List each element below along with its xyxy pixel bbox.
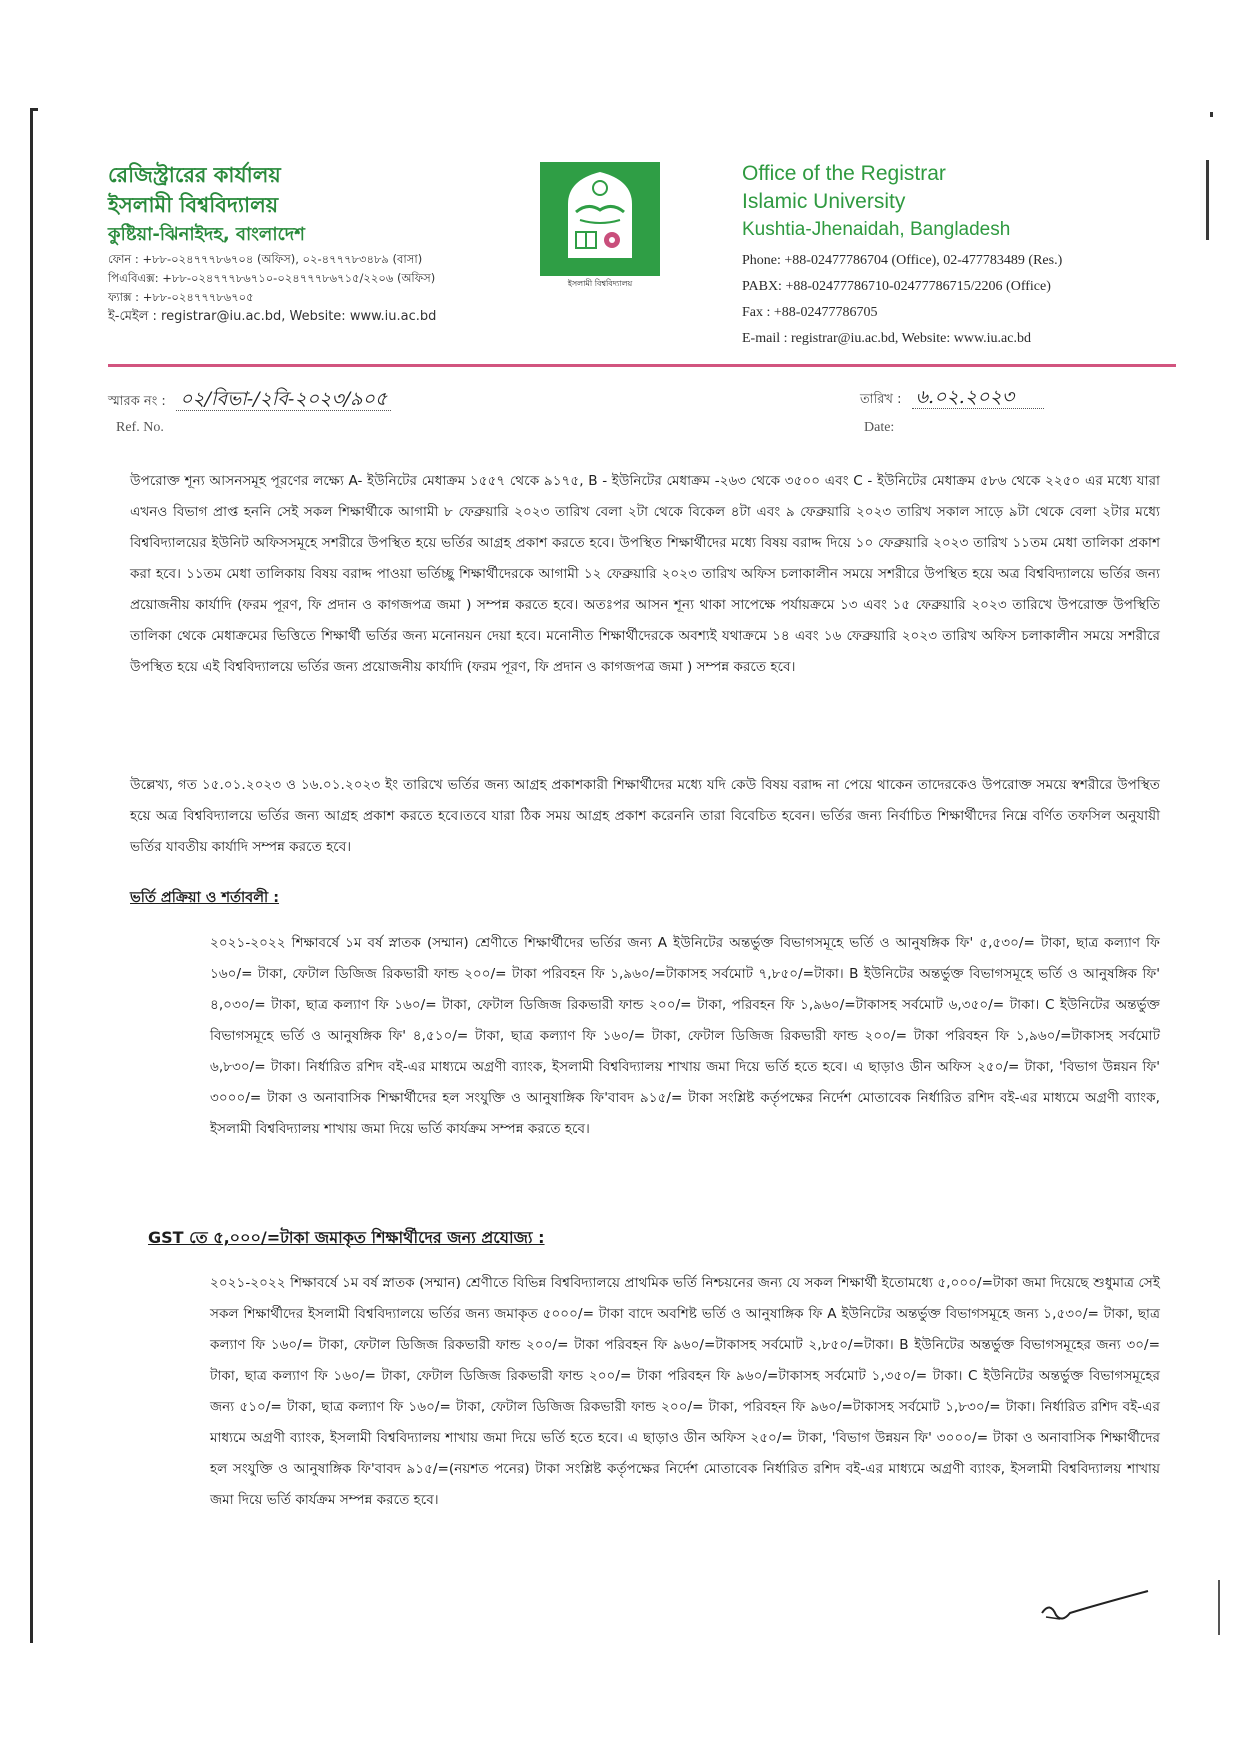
fax-bn: ফ্যাক্স : +৮৮-০২৪৭৭৭৮৬৭০৫: [108, 290, 254, 304]
letterhead-english: [742, 160, 1162, 352]
section-heading-admission: ভর্তি প্রক্রিয়া ও শর্তাবলী :: [130, 890, 280, 906]
location-bn: কুষ্টিয়া-ঝিনাইদহ, বাংলাদেশ: [108, 224, 305, 245]
letterhead-bengali: [108, 160, 528, 326]
university-name-bn: ইসলামী বিশ্ববিদ্যালয়: [108, 193, 279, 217]
date-label-bn: তারিখ :: [860, 392, 902, 407]
location-en: Kushtia-Jhenaidah, Bangladesh: [742, 219, 1011, 240]
notice-paragraph-2: উল্লেখ্য, গত ১৫.০১.২০২৩ ও ১৬.০১.২০২৩ ইং তারিখে ভর্তির জন্য আগ্রহ প্রকাশকারী শিক্ষার্থীদের মধ্যে যদি কেউ বিষয় বরাদ্দ না পেয়ে থাকেন তাদেরকেও উপরোক্ত সময়ে স্বশরীরে উপস্থিত হয়ে অত্র বিশ্ববিদ্যালয়ে ভর্তির জন্য আগ্রহ প্রকাশ করতে হবে।তবে যারা ঠিক সময় আগ্রহ প্রকাশ করেননি তারা বিবেচিত হবেন। ভর্তির জন্য নির্বাচিত শিক্ষার্থীদের নিম্নে বর্ণিত তফসিল অনুযায়ী ভর্তির যাবতীয় কার্যাদি সম্পন্ন করতে হবে।: [130, 777, 1160, 855]
email-web-en: E-mail : registrar@iu.ac.bd, Website: www.iu.ac.bd: [742, 331, 1031, 346]
ref-label-en: Ref. No.: [116, 420, 164, 435]
ref-value: ০২/বিভা-/২বি-২০২৩/৯০৫: [176, 388, 391, 411]
phone-en: Phone: +88-02477786704 (Office), 02-477783489 (Res.): [742, 253, 1063, 268]
admission-fees-paragraph: ২০২১-২০২২ শিক্ষাবর্ষে ১ম বর্ষ স্নাতক (সম্মান) শ্রেণীতে শিক্ষার্থীদের ভর্তির জন্য A ইউনিটের অন্তর্ভুক্ত বিভাগসমূহে ভর্তি ও আনুষঙ্গিক ফি' ৫,৫৩০/= টাকা, ছাত্র কল্যাণ ফি ১৬০/= টাকা, ফেটাল ডিজিজ রিকভারী ফান্ড ২০০/= টাকা পরিবহন ফি ১,৯৬০/=টাকাসহ সর্বমোট ৭,৮৫০/=টাকা। B ইউনিটের অন্তর্ভুক্ত বিভাগসমূহে ভর্তি ও আনুষঙ্গিক ফি' ৪,০৩০/= টাকা, ছাত্র কল্যাণ ফি ১৬০/= টাকা, ফেটাল ডিজিজ রিকভারী ফান্ড ২০০/= টাকা, পরিবহন ফি ১,৯৬০/=টাকাসহ সর্বমোট ৬,৩৫০/= টাকা। C ইউনিটের অন্তর্ভুক্ত বিভাগসমূহে ভর্তি ও আনুষঙ্গিক ফি' ৪,৫১০/= টাকা, ছাত্র কল্যাণ ফি ১৬০/= টাকা, ফেটাল ডিজিজ রিকভারী ফান্ড ২০০/= টাকা পরিবহন ফি ১,৯৬০/=টাকাসহ সর্বমোট ৬,৮৩০/= টাকা। নির্ধারিত রশিদ বই-এর মাধ্যমে অগ্রণী ব্যাংক, ইসলামী বিশ্ববিদ্যালয় শাখায় জমা দিয়ে ভর্তি হতে হবে। এ ছাড়াও ডীন অফিস ২৫০/= টাকা, 'বিভাগ উন্নয়ন ফি' ৩০০০/= টাকা ও অনাবাসিক শিক্ষার্থীদের হল সংযুক্তি ও আনুষাঙ্গিক ফি'বাবদ ৯১৫/= টাকা সংশ্লিষ্ট কর্তৃপক্ষের নির্দেশ মোতাবেক নির্ধারিত রশিদ বই-এর মাধ্যমে অগ্রণী ব্যাংক, ইসলামী বিশ্ববিদ্যালয় শাখায় জমা দিয়ে ভর্তি কার্যক্রম সম্পন্ন করতে হবে।: [210, 935, 1160, 1137]
phone-bn: ফোন : +৮৮-০২৪৭৭৭৮৬৭০৪ (অফিস), ০২-৪৭৭৭৮৩৪৮৯ (বাসা): [108, 252, 423, 266]
scan-edge-mark: [1206, 160, 1209, 240]
office-name-en: Office of the Registrar: [742, 162, 946, 185]
office-name-bn: রেজিস্ট্রারের কার্যালয়: [108, 163, 281, 187]
signature: [1036, 1583, 1156, 1633]
scan-edge-mark: [30, 108, 33, 1643]
reference-number: [108, 385, 391, 417]
date-value: ৬.০২.২০২৩: [912, 386, 1045, 409]
notice-paragraph-1: উপরোক্ত শূন্য আসনসমূহ পূরণের লক্ষ্যে A- ইউনিটের মেধাক্রম ১৫৫৭ থেকে ৯১৭৫, B - ইউনিটের মেধাক্রম -২৬৩ থেকে ৩৫০০ এবং C - ইউনিটের মেধাক্রম ৫৮৬ থেকে ২২৫০ এর মধ্যে যারা এখনও বিভাগ প্রাপ্ত হননি সেই সকল শিক্ষার্থীকে আগামী ৮ ফেব্রুয়ারি ২০২৩ তারিখ বেলা ২টা থেকে বিকেল ৪টা এবং ৯ ফেব্রুয়ারি ২০২৩ তারিখ সকাল সাড়ে ৯টা থেকে বেলা ২টার মধ্যে বিশ্ববিদ্যালয়ের ইউনিট অফিসসমূহে সশরীরে উপস্থিত হয়ে ভর্তির আগ্রহ প্রকাশ করতে হবে। উপস্থিত শিক্ষার্থীদের মধ্যে বিষয় বরাদ্দ দিয়ে ১০ ফেব্রুয়ারি ২০২৩ তারিখ ১১তম মেধা তালিকা প্রকাশ করা হবে। ১১তম মেধা তালিকায় বিষয় বরাদ্দ পাওয়া ভর্তিচ্ছু শিক্ষার্থীদেরকে আগামী ১২ ফেব্রুয়ারি ২০২৩ তারিখ অফিস চলাকালীন সময়ে সশরীরে উপস্থিত হয়ে অত্র বিশ্ববিদ্যালয়ে ভর্তির জন্য প্রয়োজনীয় কার্যাদি (ফরম পূরণ, ফি প্রদান ও কাগজপত্র জমা ) সম্পন্ন করতে হবে। অতঃপর আসন শূন্য থাকা সাপেক্ষে পর্যায়ক্রমে ১৩ এবং ১৫ ফেব্রুয়ারি ২০২৩ তারিখে উপরোক্ত উপস্থিতি তালিকা থেকে মেধাক্রমের ভিত্তিতে শিক্ষার্থী ভর্তির জন্য মনোনয়ন দেয়া হবে। মনোনীত শিক্ষার্থীদেরকে অবশ্যই যথাক্রমে ১৪ এবং ১৬ ফেব্রুয়ারি ২০২৩ তারিখ অফিস চলাকালীন সময়ে সশরীরে উপস্থিত হয়ে এই বিশ্ববিদ্যালয়ে ভর্তির জন্য প্রয়োজনীয় কার্যাদি (ফরম পূরণ, ফি প্রদান ও কাগজপত্র জমা ) সম্পন্ন করতে হবে।: [130, 473, 1160, 675]
scan-edge-mark: [30, 108, 38, 111]
pabx-bn: পিএবিএক্স: +৮৮-০২৪৭৭৭৮৬৭১০-০২৪৭৭৭৮৬৭১৫/২২০৬ (অফিস): [108, 271, 436, 285]
letterhead-divider: [108, 364, 1176, 367]
pabx-en: PABX: +88-02477786710-02477786715/2206 (Office): [742, 279, 1051, 294]
university-logo: [540, 162, 660, 290]
date-label-en: Date:: [864, 420, 895, 435]
scan-edge-mark: [1218, 1580, 1220, 1635]
section-heading-gst: GST তে ৫,০০০/=টাকা জমাকৃত শিক্ষার্থীদের জন্য প্রযোজ্য :: [148, 1228, 545, 1247]
fax-en: Fax : +88-02477786705: [742, 305, 878, 320]
date: [860, 383, 1044, 415]
scan-dot: [1210, 112, 1213, 117]
ref-label-bn: স্মারক নং :: [108, 394, 166, 409]
email-web-bn: ই-মেইল : registrar@iu.ac.bd, Website: www.iu.ac.bd: [108, 309, 437, 324]
logo-caption: ইসলামী বিশ্ববিদ্যালয়: [567, 279, 633, 288]
gst-fees-paragraph: ২০২১-২০২২ শিক্ষাবর্ষে ১ম বর্ষ স্নাতক (সম্মান) শ্রেণীতে বিভিন্ন বিশ্ববিদ্যালয়ে প্রাথমিক ভর্তি নিশ্চয়নের জন্য যে সকল শিক্ষার্থী ইতোমধ্যে ৫,০০০/=টাকা জমা দিয়েছে শুধুমাত্র সেই সকল শিক্ষার্থীদের ইসলামী বিশ্ববিদ্যালয়ে ভর্তির জন্য জমাকৃত ৫০০০/= টাকা বাদে অবশিষ্ট ভর্তি ও আনুষাঙ্গিক ফি A ইউনিটের অন্তর্ভুক্ত বিভাগসমূহে জন্য ১,৫৩০/= টাকা, ছাত্র কল্যাণ ফি ১৬০/= টাকা, ফেটাল ডিজিজ রিকভারী ফান্ড ২০০/= টাকা পরিবহন ফি ৯৬০/=টাকাসহ সর্বমোট ২,৮৫০/=টাকা। B ইউনিটের অন্তর্ভুক্ত বিভাগসমূহের জন্য ৩০/= টাকা, ছাত্র কল্যাণ ফি ১৬০/= টাকা, ফেটাল ডিজিজ রিকভারী ফান্ড ২০০/= টাকা পরিবহন ফি ৯৬০/=টাকাসহ সর্বমোট ১,৩৫০/= টাকা। C ইউনিটের অন্তর্ভুক্ত বিভাগসমূহের জন্য ৫১০/= টাকা, ছাত্র কল্যাণ ফি ১৬০/= টাকা, ফেটাল ডিজিজ রিকভারী ফান্ড ২০০/= টাকা, পরিবহন ফি ৯৬০/=টাকাসহ সর্বমোট ১,৮৩০/= টাকা। নির্ধারিত রশিদ বই-এর মাধ্যমে অগ্রণী ব্যাংক, ইসলামী বিশ্ববিদ্যালয় শাখায় জমা দিয়ে ভর্তি হতে হবে। এ ছাড়াও ডীন অফিস ২৫০/= টাকা, 'বিভাগ উন্নয়ন ফি' ৩০০০/= টাকা ও অনাবাসিক শিক্ষার্থীদের হল সংযুক্তি ও আনুষাঙ্গিক ফি'বাবদ ৯১৫/=(নয়শত পনের) টাকা সংশ্লিষ্ট কর্তৃপক্ষের নির্দেশ মোতাবেক নির্ধারিত রশিদ বই-এর মাধ্যমে অগ্রণী ব্যাংক, ইসলামী বিশ্ববিদ্যালয় শাখায় জমা দিয়ে ভর্তি কার্যক্রম সম্পন্ন করতে হবে।: [210, 1275, 1160, 1508]
university-name-en: Islamic University: [742, 190, 906, 213]
